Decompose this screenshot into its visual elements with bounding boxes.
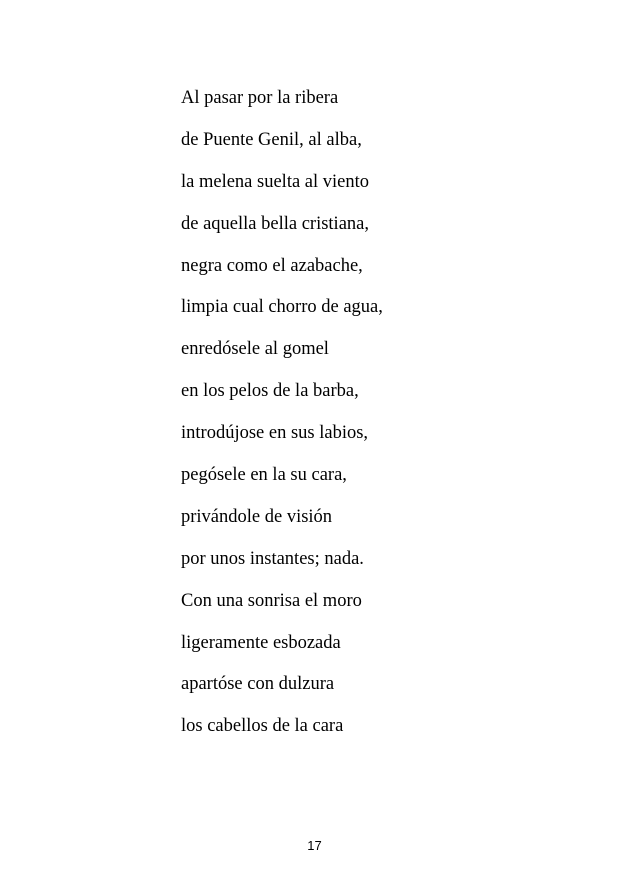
poem-verse: los cabellos de la cara	[181, 716, 344, 737]
page-number: 17	[307, 838, 322, 853]
poem-verse: limpia cual chorro de agua,	[181, 297, 383, 318]
poem-verse: de aquella bella cristiana,	[181, 213, 369, 234]
poem-verse: negra como el azabache,	[181, 255, 363, 276]
poem-verse: privándole de visión	[181, 506, 333, 527]
poem-verse: Al pasar por la ribera	[181, 88, 339, 108]
poem-verse: de Puente Genil, al alba,	[181, 129, 362, 150]
poem-verse: pegósele en la su cara,	[181, 465, 347, 486]
poem-verse: apartóse con dulzura	[181, 674, 335, 695]
poem-verse: ligeramente esbozada	[181, 632, 341, 653]
poem-verse: introdújose en sus labios,	[181, 423, 369, 444]
poem-verse: por unos instantes; nada.	[181, 548, 364, 569]
poem-verse: en los pelos de la barba,	[181, 381, 359, 402]
poem-verse: la melena suelta al viento	[181, 171, 370, 192]
poem-verse: enredósele al gomel	[181, 339, 329, 360]
poem-text	[181, 84, 383, 754]
poem-verse: Con una sonrisa el moro	[181, 590, 362, 611]
